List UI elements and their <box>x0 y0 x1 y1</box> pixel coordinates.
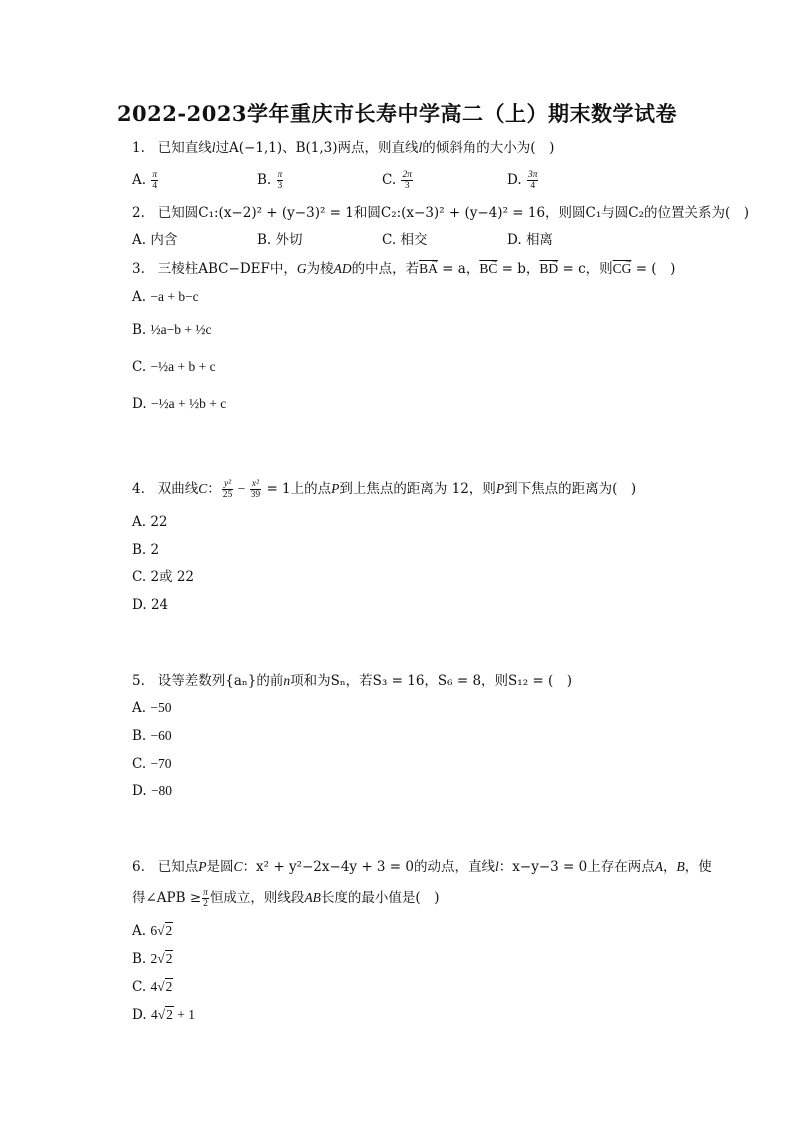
q4-option-d[interactable]: D. 24 <box>132 597 169 613</box>
fraction: $\frac{\pi}{4}$ <box>152 170 158 191</box>
q5-option-d[interactable]: D. −80 <box>132 783 173 799</box>
q3-option-d[interactable]: D. −½a + ½b + c <box>132 396 227 412</box>
question-3: 3. 三棱柱ABC−DEF中，G为棱AD的中点，若→ $\overline{BA} = a$，→ $\overline{BC} = b$，→ $\overline{BD} = c$，则→ $\overline{CG}$ = ( ) <box>132 259 712 279</box>
question-number: 1. <box>132 140 145 156</box>
q5-option-a[interactable]: A. −50 <box>132 700 172 716</box>
question-1: 1. 已知直线l过A(−1,1)、B(1,3)两点，则直线l的倾斜角的大小为( ) <box>132 140 555 156</box>
question-4: 4. 双曲线C： $\frac{\text{y²}}{25}$ − $\frac{\text{x²}}{39}$ = 1上的点P到上焦点的距离为 12，则P到下焦点的距离为( ) <box>132 479 637 500</box>
q2-option-a[interactable]: A. 内含 <box>132 232 178 248</box>
q1-option-b[interactable]: B. $\frac{\pi}{3}$ <box>257 170 283 191</box>
vector-bd: → $\overline{BD}$ <box>539 261 558 276</box>
question-6: 6. 已知点P是圆C：x² + y²−2x−4y + 3 = 0的动点，直线l：x−y−3 = 0上存在两点A，B，使 <box>132 859 712 875</box>
q6-option-a[interactable]: A. 6√2 <box>132 923 173 939</box>
q4-option-a[interactable]: A. 22 <box>132 514 168 530</box>
fraction: $\frac{\text{x²}}{39}$ <box>250 479 261 500</box>
question-number: 4. <box>132 481 145 497</box>
q2-option-b[interactable]: B. 外切 <box>257 232 303 248</box>
fraction: $\frac{\pi}{2}$ <box>203 888 208 909</box>
q3-option-b[interactable]: B. ½a−b + ½c <box>132 322 212 338</box>
q1-option-a[interactable]: A. $\frac{\pi}{4}$ <box>132 170 158 191</box>
vector-bc: → $\overline{BC}$ <box>479 261 497 276</box>
q3-option-c[interactable]: C. −½a + b + c <box>132 359 216 375</box>
question-number: 2. <box>132 205 145 221</box>
fraction: $\frac{3\pi}{4}$ <box>527 170 538 191</box>
question-number: 5. <box>132 673 145 689</box>
fraction: $\frac{2\pi}{3}$ <box>402 170 412 191</box>
question-6-line-2: 得∠APB ≥ $\frac{\pi}{2}$ 恒成立，则线段AB长度的最小值是( ) <box>132 888 440 909</box>
q4-option-c[interactable]: C. 2或 22 <box>132 569 194 585</box>
fraction: $\frac{\text{y²}}{25}$ <box>222 479 233 500</box>
question-number: 6. <box>132 859 145 875</box>
vector-cg: → $\overline{CG}$ <box>613 261 632 276</box>
q2-option-d[interactable]: D. 相离 <box>507 232 553 248</box>
q2-option-c[interactable]: C. 相交 <box>382 232 428 248</box>
question-5: 5. 设等差数列{aₙ}的前n项和为Sₙ，若S₃ = 16，S₆ = 8，则S₁₂ = ( ) <box>132 673 573 689</box>
q1-option-d[interactable]: D. $\frac{3\pi}{4}$ <box>507 170 538 191</box>
q4-option-b[interactable]: B. 2 <box>132 542 160 558</box>
question-number: 3. <box>132 261 145 277</box>
q5-option-b[interactable]: B. −60 <box>132 728 172 744</box>
q6-option-b[interactable]: B. 2√2 <box>132 951 173 967</box>
page-title: 2022-2023学年重庆市长寿中学高二（上）期末数学试卷 <box>116 101 678 126</box>
q5-option-c[interactable]: C. −70 <box>132 756 172 772</box>
fraction: $\frac{\pi}{3}$ <box>277 170 283 191</box>
vector-ba: → $\overline{BA}$ <box>419 261 438 276</box>
q1-option-c[interactable]: C. $\frac{2\pi}{3}$ <box>382 170 412 191</box>
q6-option-c[interactable]: C. 4√2 <box>132 979 173 995</box>
q6-option-d[interactable]: D. 4√2 + 1 <box>132 1007 195 1023</box>
question-2: 2. 已知圆C₁:(x−2)² + (y−3)² = 1和圆C₂:(x−3)² + (y−4)² = 16，则圆C₁与圆C₂的位置关系为( ) <box>132 205 750 221</box>
q3-option-a[interactable]: A. −a + b−c <box>132 289 199 305</box>
